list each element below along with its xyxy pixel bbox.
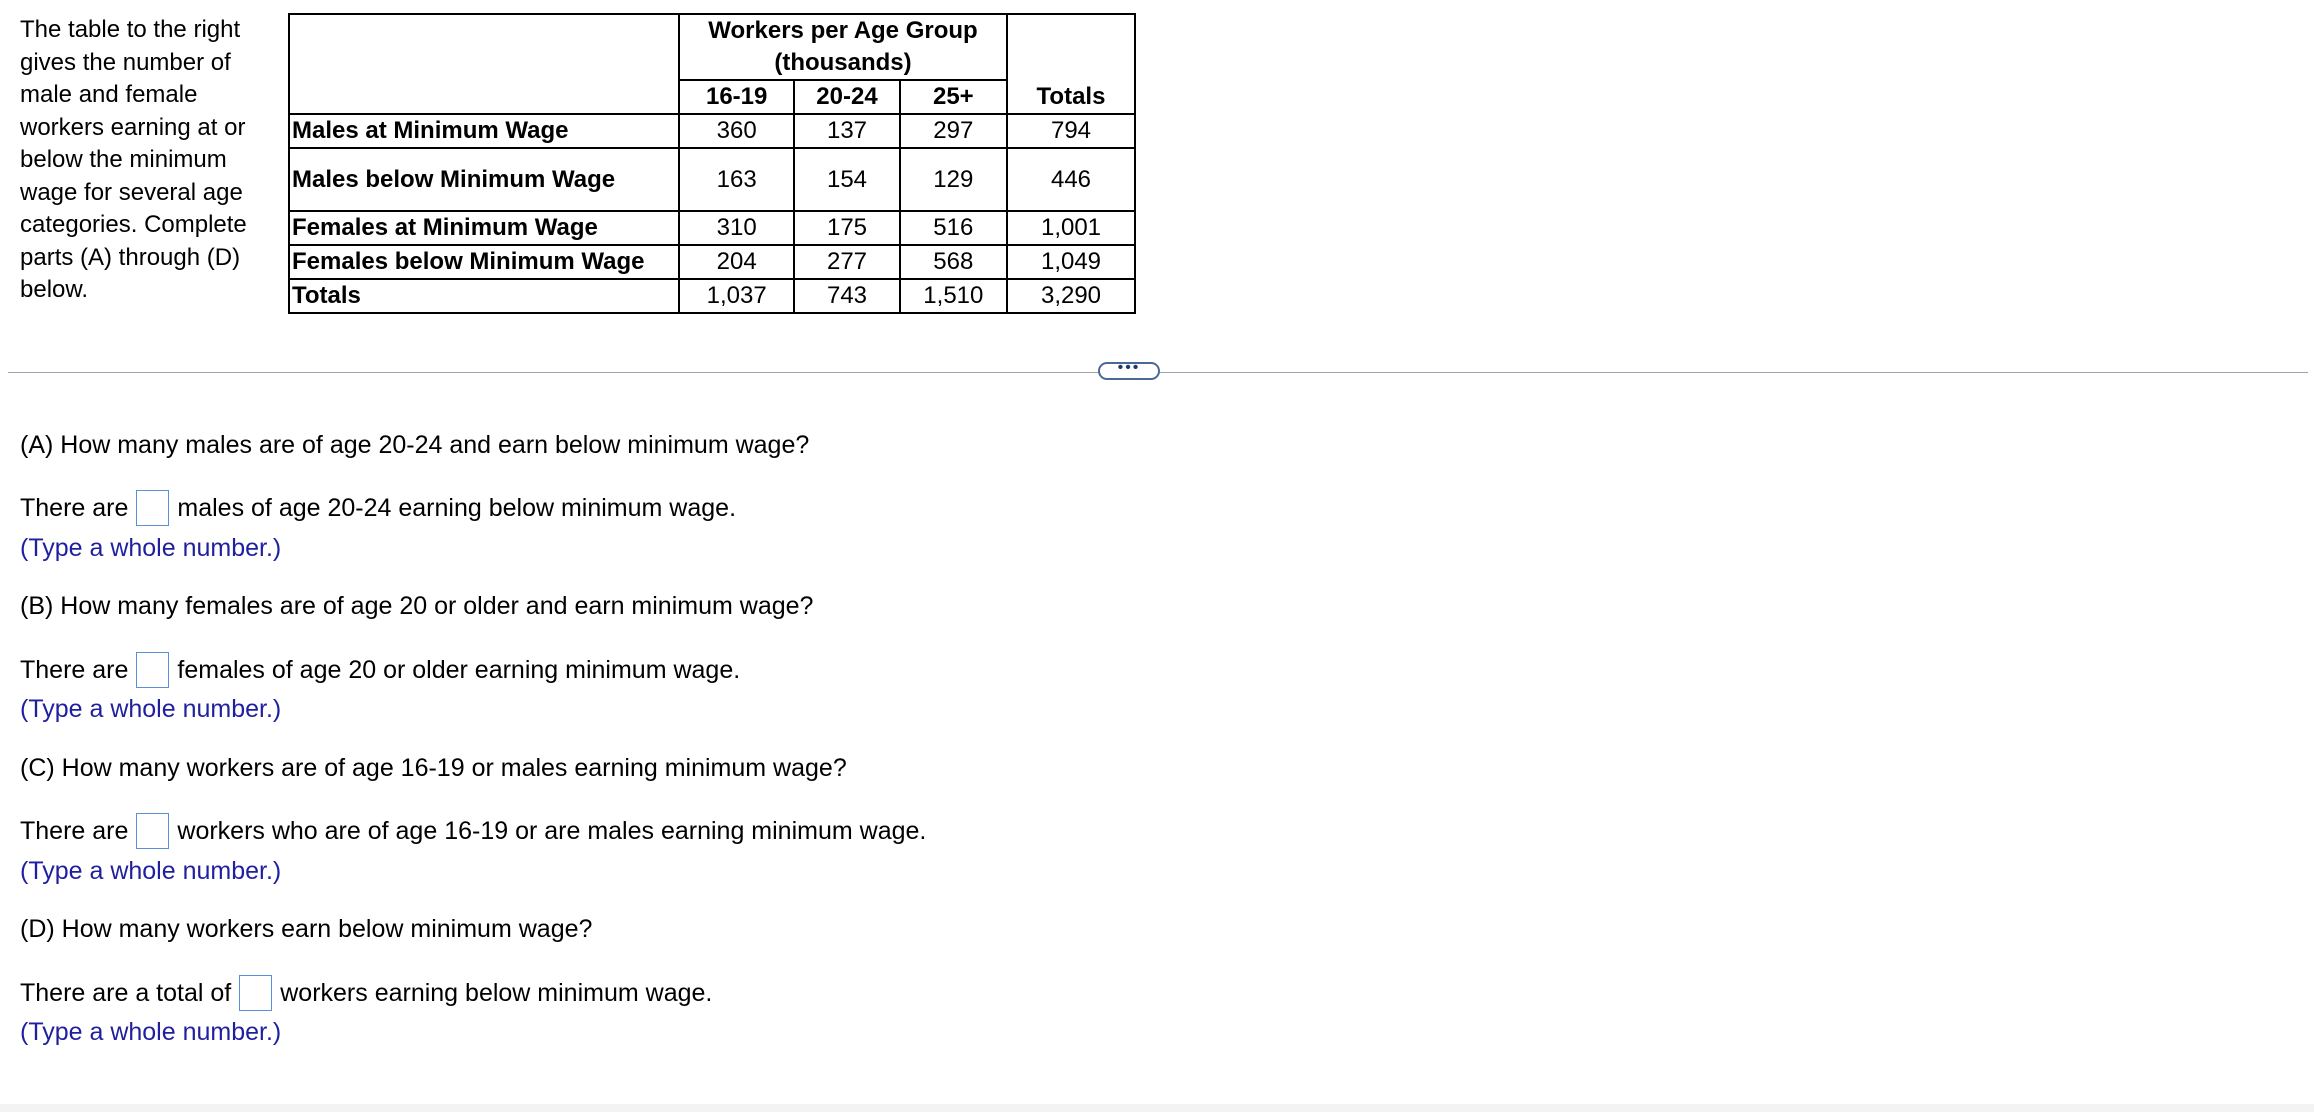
totals-column-header: Totals [1007, 14, 1135, 114]
problem-intro-text: The table to the right gives the number of male and female workers earning at or below the minimum wage for several age categories. Complete parts (A) through (D) below. [20, 16, 247, 303]
age-group-header [679, 14, 1007, 80]
answer-suffix: males of age 20-24 earning below minimum wage. [177, 494, 737, 522]
table-cell: 310 [679, 211, 794, 245]
table-cell: 743 [794, 279, 899, 313]
question-b: (B) How many females are of age 20 or older and earn minimum wage? [20, 592, 814, 620]
answer-prefix: There are [20, 494, 129, 522]
table-cell: 137 [794, 114, 899, 148]
row-label: Totals [289, 279, 679, 313]
question-a: (A) How many males are of age 20-24 and earn below minimum wage? [20, 431, 810, 459]
age-group-header-units: (thousands) [774, 49, 912, 76]
column-header-16-19: 16-19 [679, 80, 794, 114]
table-row [289, 245, 1135, 279]
table-cell: 175 [794, 211, 899, 245]
table-row [289, 114, 1135, 148]
row-total-cell: 1,001 [1007, 211, 1135, 245]
answer-suffix: workers earning below minimum wage. [280, 979, 713, 1007]
row-label: Females at Minimum Wage [289, 211, 679, 245]
hint-d: (Type a whole number.) [20, 1018, 282, 1046]
answer-line-a [20, 490, 736, 526]
answer-suffix: females of age 20 or older earning minimum wage. [177, 656, 741, 684]
table-cell: 154 [794, 148, 899, 211]
row-total-cell: 794 [1007, 114, 1135, 148]
answer-input-b[interactable] [136, 652, 169, 688]
row-total-cell: 3,290 [1007, 279, 1135, 313]
age-group-header-title: Workers per Age Group [708, 17, 978, 44]
row-total-cell: 446 [1007, 148, 1135, 211]
table-cell: 360 [679, 114, 794, 148]
table-cell: 1,037 [679, 279, 794, 313]
hint-c: (Type a whole number.) [20, 857, 282, 885]
table-row [289, 211, 1135, 245]
row-label: Males at Minimum Wage [289, 114, 679, 148]
row-label: Males below Minimum Wage [289, 148, 679, 211]
hint-a: (Type a whole number.) [20, 534, 282, 562]
hint-b: (Type a whole number.) [20, 695, 282, 723]
wage-data-table [288, 13, 1136, 314]
table-cell: 204 [679, 245, 794, 279]
table-header-row [289, 14, 1135, 80]
table-row [289, 148, 1135, 211]
answer-suffix: workers who are of age 16-19 or are males earning minimum wage. [177, 817, 927, 845]
table-cell: 129 [900, 148, 1007, 211]
table-cell: 516 [900, 211, 1007, 245]
question-d: (D) How many workers earn below minimum wage? [20, 915, 593, 943]
answer-line-c [20, 813, 926, 849]
table-row [289, 279, 1135, 313]
table-cell: 1,510 [900, 279, 1007, 313]
row-label: Females below Minimum Wage [289, 245, 679, 279]
table-cell: 568 [900, 245, 1007, 279]
answer-prefix: There are [20, 817, 129, 845]
row-total-cell: 1,049 [1007, 245, 1135, 279]
expand-more-button[interactable]: ••• [1098, 362, 1160, 380]
table-cell: 277 [794, 245, 899, 279]
question-c: (C) How many workers are of age 16-19 or males earning minimum wage? [20, 754, 847, 782]
table-cell: 297 [900, 114, 1007, 148]
answer-line-d [20, 975, 712, 1011]
column-header-25-plus: 25+ [900, 80, 1007, 114]
answer-input-c[interactable] [136, 813, 169, 849]
answer-input-a[interactable] [136, 490, 169, 526]
bottom-strip [0, 1104, 2314, 1112]
table-corner-cell [289, 14, 679, 114]
answer-prefix: There are [20, 656, 129, 684]
table-cell: 163 [679, 148, 794, 211]
answer-prefix: There are a total of [20, 979, 232, 1007]
column-header-20-24: 20-24 [794, 80, 899, 114]
answer-line-b [20, 652, 740, 688]
answer-input-d[interactable] [239, 975, 272, 1011]
